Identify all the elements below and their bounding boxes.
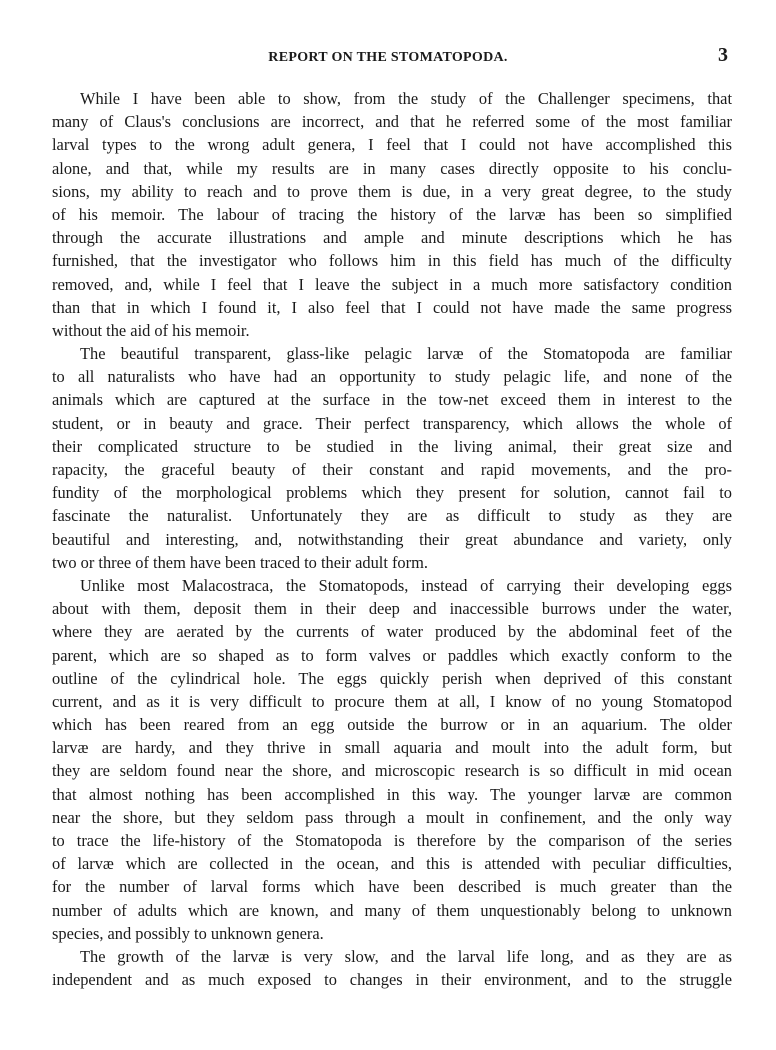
text-line: larval types to the wrong adult genera, I feel that I could not have accomplished this [52,135,732,155]
text-line: of his memoir. The labour of tracing the history of the larvæ has been so simplified [52,204,732,224]
text-line: two or three of them have been traced to their adult form. [52,552,428,572]
text-line: fundity of the morphological problems which they present for solution, cannot fail to [52,483,732,503]
text-line: they are seldom found near the shore, and microscopic research is so difficult in mid ocean [52,761,732,781]
text-line: that almost nothing has been accomplished in this way. The younger larvæ are common [52,784,732,804]
text-line: The beautiful transparent, glass-like pelagic larvæ of the Stomatopoda are familiar [80,344,732,364]
text-line: many of Claus's conclusions are incorrect, and that he referred some of the most familiar [52,112,732,132]
text-line: to trace the life-history of the Stomatopoda is therefore by the comparison of the series [52,831,732,850]
text-line: of larvæ which are collected in the ocean, and this is attended with peculiar difficulties, [52,854,732,874]
running-head: REPORT ON THE STOMATOPODA. [268,50,508,65]
text-line: number of adults which are known, and many of them unquestionably belong to unknown [52,900,732,920]
text-line: to all naturalists who have had an opportunity to study pelagic life, and none of the [52,367,732,387]
text-line: furnished, that the investigator who follows him in this field has much of the difficulty [52,251,732,271]
text-line: for the number of larval forms which have been described is much greater than the [52,877,732,897]
text-line: While I have been able to show, from the study of the Challenger specimens, that [80,89,732,108]
text-line: The growth of the larvæ is very slow, and the larval life long, and as they are as [80,946,732,966]
text-line: about with them, deposit them in their deep and inaccessible burrows under the water, [52,599,732,619]
text-line: species, and possibly to unknown genera. [52,923,324,943]
text-line: near the shore, but they seldom pass through a moult in confinement, and the only way [52,807,732,827]
text-line: where they are aerated by the currents of water produced by the abdominal feet of the [52,622,732,642]
text-line: Unlike most Malacostraca, the Stomatopods, instead of carrying their developing eggs [80,575,732,595]
text-line: which has been reared from an egg outside the burrow or in an aquarium. The older [52,715,732,735]
text-line: rapacity, the graceful beauty of their constant and rapid movements, and the pro- [52,460,732,479]
text-line: removed, and, while I feel that I leave the subject in a much more satisfactory condition [52,274,732,294]
body-text [52,87,732,991]
text-line: than that in which I found it, I also feel that I could not have made the same progress [52,297,732,317]
paragraph [52,945,732,991]
paragraph [52,87,732,342]
text-line: through the accurate illustrations and ample and minute descriptions which he has [52,228,732,248]
text-line: sions, my ability to reach and to prove them is due, in a very great degree, to the study [52,181,732,201]
text-line: fascinate the naturalist. Unfortunately they are as difficult to study as they are [52,506,732,526]
paragraph [52,342,732,574]
text-line: beautiful and interesting, and, notwithstanding their great abundance and variety, only [52,529,732,549]
text-line: independent and as much exposed to changes in their environment, and to the struggle [52,970,732,990]
text-line: larvæ are hardy, and they thrive in small aquaria and moult into the adult form, but [52,738,732,758]
text-line: parent, which are so shaped as to form valves or paddles which exactly conform to the [52,645,732,665]
page-number: 3 [718,44,728,66]
text-line: their complicated structure to be studied in the living animal, their great size and [52,436,732,456]
text-line: student, or in beauty and grace. Their perfect transparency, which allows the whole of [52,413,732,433]
text-line: without the aid of his memoir. [52,320,250,340]
text-line: animals which are captured at the surface in the tow-net exceed them in interest to the [52,390,732,410]
paragraph [52,574,732,945]
text-line: alone, and that, while my results are in many cases directly opposite to his conclu- [52,158,732,178]
text-line: current, and as it is very difficult to procure them at all, I know of no young Stomatopod [52,691,732,711]
text-line: outline of the cylindrical hole. The eggs quickly perish when deprived of this constant [52,668,732,688]
